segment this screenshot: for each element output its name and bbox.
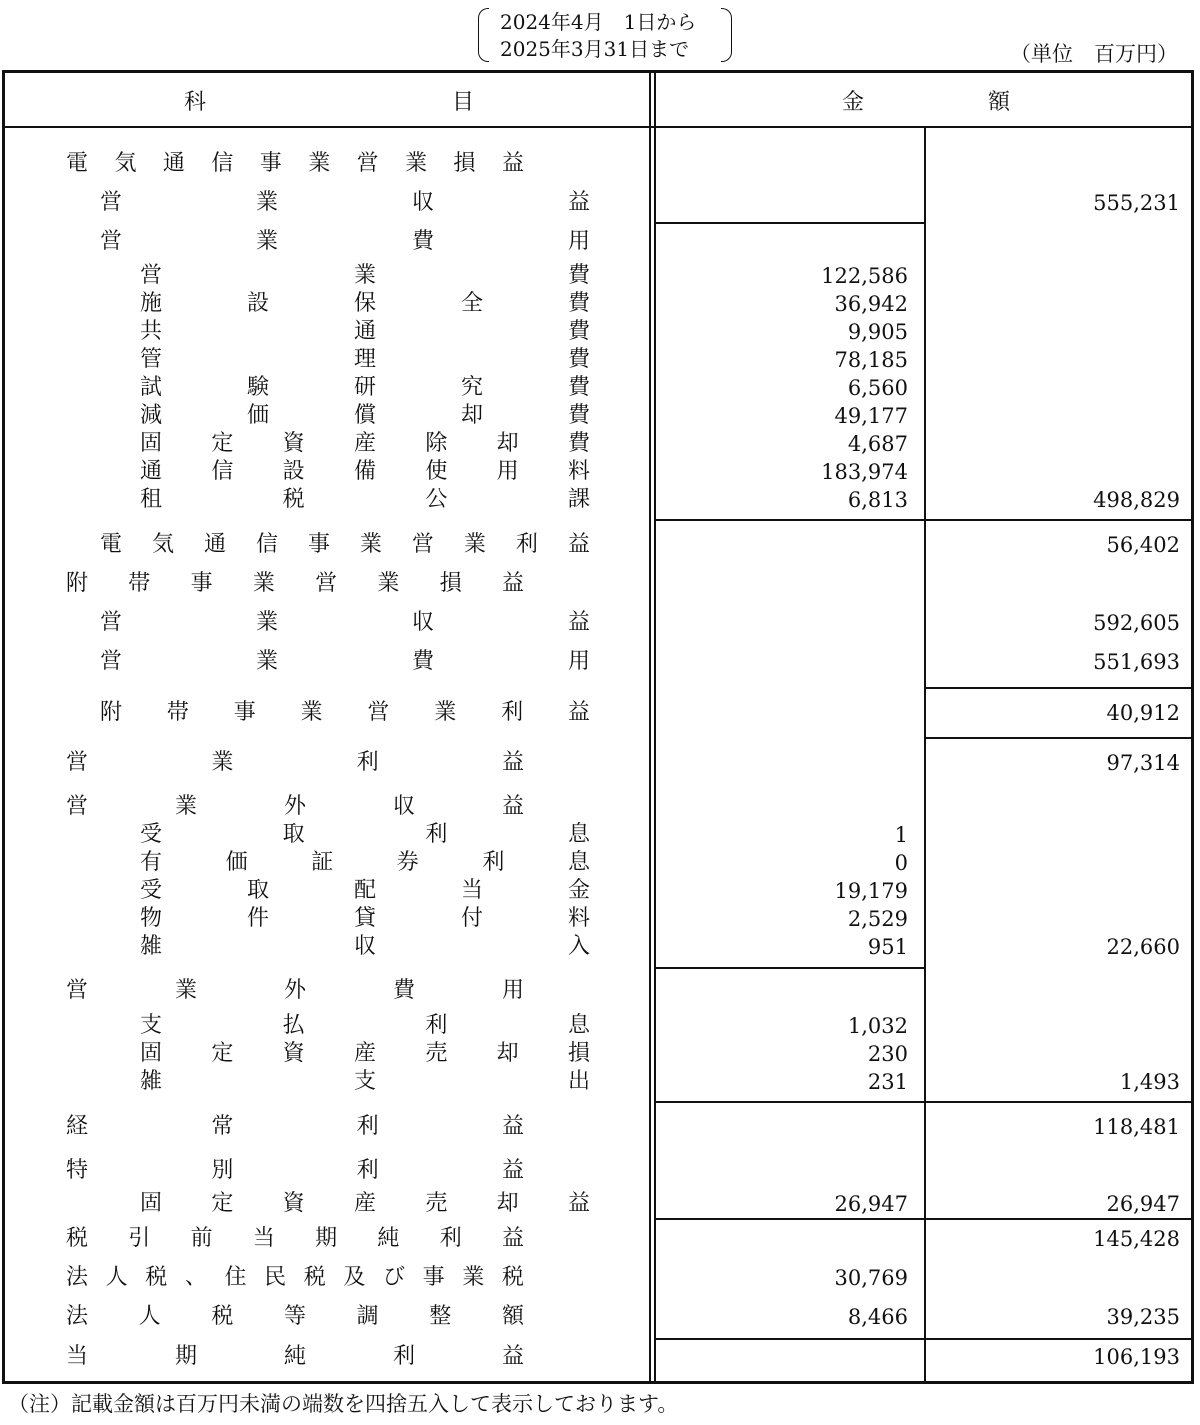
row-label: 営 業 費 用	[100, 649, 590, 674]
row-label: 附 帯 事 業 営 業 損 益	[66, 571, 524, 596]
row-label: 物 件 貸 付 料	[140, 906, 590, 931]
row-amount-detail: 231	[867, 1070, 908, 1094]
row-label: 営 業 外 収 益	[66, 794, 524, 819]
table-row	[0, 289, 1200, 319]
row-amount-total: 145,428	[1093, 1227, 1180, 1251]
row-amount-detail: 8,466	[847, 1305, 908, 1329]
row-label: 電 気 通 信 事 業 営 業 利 益	[100, 532, 590, 557]
row-label: 固 定 資 産 除 却 費	[140, 431, 590, 456]
table-row	[0, 1156, 1200, 1186]
row-label: 管 理 費	[140, 347, 590, 372]
table-row	[0, 401, 1200, 431]
row-amount-detail: 36,942	[834, 292, 908, 316]
unit-label: （単位 百万円）	[1010, 42, 1178, 66]
row-amount-detail: 6,813	[847, 488, 908, 512]
table-row	[0, 569, 1200, 599]
table-row	[0, 1302, 1200, 1332]
row-label: 営 業 費	[140, 263, 590, 288]
header-rule	[4, 126, 1193, 128]
row-amount-detail: 49,177	[834, 404, 908, 428]
rule-sub-5	[655, 967, 925, 969]
footnote: （注）記載金額は百万円未満の端数を四捨五入して表示しております。	[8, 1392, 679, 1416]
period-start: 2024年4月 1日から	[500, 10, 697, 34]
row-amount-total: 106,193	[1093, 1345, 1180, 1369]
table-row	[0, 698, 1200, 728]
rule-sub-3	[926, 687, 1193, 689]
row-amount-detail: 4,687	[847, 432, 908, 456]
row-label: 試 験 研 究 費	[140, 375, 590, 400]
header-amount-right: 額	[988, 90, 1011, 115]
left-bracket	[478, 8, 489, 62]
row-label: 附 帯 事 業 営 業 利 益	[100, 700, 590, 725]
row-label: 租 税 公 課	[140, 487, 590, 512]
table-row	[0, 932, 1200, 962]
table-row	[0, 345, 1200, 375]
table-row	[0, 373, 1200, 403]
row-amount-total: 498,829	[1093, 488, 1180, 512]
row-label: 法 人 税 、 住 民 税 及 び 事 業 税	[66, 1265, 524, 1290]
row-label: 雑 収 入	[140, 934, 590, 959]
row-label: 法 人 税 等 調 整 額	[66, 1304, 524, 1329]
table-row	[0, 188, 1200, 218]
row-label: 支 払 利 息	[140, 1013, 590, 1038]
row-amount-detail: 9,905	[847, 320, 908, 344]
table-row	[0, 530, 1200, 560]
row-label: 固 定 資 産 売 却 損	[140, 1041, 590, 1066]
row-amount-total: 592,605	[1093, 611, 1180, 635]
row-amount-total: 97,314	[1106, 751, 1180, 775]
row-label: 税 引 前 当 期 純 利 益	[66, 1226, 524, 1251]
row-amount-total: 56,402	[1106, 533, 1180, 557]
table-row	[0, 1039, 1200, 1069]
row-amount-detail: 183,974	[821, 460, 908, 484]
period-end: 2025年3月31日まで	[500, 37, 690, 61]
table-row	[0, 149, 1200, 179]
row-label: 電 気 通 信 事 業 営 業 損 益	[66, 151, 524, 176]
table-row	[0, 1189, 1200, 1219]
row-amount-total: 39,235	[1106, 1305, 1180, 1329]
rule-sub-8	[655, 1338, 1193, 1340]
header-amount-left: 金	[842, 90, 865, 115]
row-label: 受 取 利 息	[140, 822, 590, 847]
row-label: 営 業 外 費 用	[66, 978, 524, 1003]
row-amount-total: 555,231	[1093, 191, 1180, 215]
table-row	[0, 1112, 1200, 1142]
row-label: 当 期 純 利 益	[66, 1344, 524, 1369]
row-amount-total: 26,947	[1106, 1192, 1180, 1216]
row-label: 営 業 収 益	[100, 190, 590, 215]
row-amount-detail: 0	[894, 851, 908, 875]
row-label: 固 定 資 産 売 却 益	[140, 1191, 590, 1216]
table-row	[0, 608, 1200, 638]
header-item-right: 目	[452, 90, 475, 115]
row-label: 有 価 証 券 利 息	[140, 850, 590, 875]
right-bracket	[721, 8, 732, 62]
row-amount-detail: 6,560	[847, 376, 908, 400]
row-amount-detail: 78,185	[834, 348, 908, 372]
row-amount-total: 1,493	[1119, 1070, 1180, 1094]
rule-sub-1	[655, 222, 925, 224]
row-amount-detail: 1,032	[847, 1014, 908, 1038]
table-row	[0, 848, 1200, 878]
table-row	[0, 317, 1200, 347]
table-row	[0, 1011, 1200, 1041]
rule-sub-2	[655, 519, 1193, 521]
table-row	[0, 904, 1200, 934]
row-label: 雑 支 出	[140, 1069, 590, 1094]
row-amount-detail: 1	[894, 823, 908, 847]
row-amount-detail: 26,947	[834, 1192, 908, 1216]
table-row	[0, 1067, 1200, 1097]
table-row	[0, 1224, 1200, 1254]
period-range	[478, 6, 732, 62]
row-amount-detail: 122,586	[821, 264, 908, 288]
table-row	[0, 820, 1200, 850]
header-item-left: 科	[184, 90, 207, 115]
row-label: 受 取 配 当 金	[140, 878, 590, 903]
rule-sub-6	[655, 1101, 1193, 1103]
table-row	[0, 976, 1200, 1006]
table-row	[0, 792, 1200, 822]
row-label: 特 別 利 益	[66, 1158, 524, 1183]
row-label: 営 業 収 益	[100, 610, 590, 635]
row-amount-total: 551,693	[1093, 650, 1180, 674]
row-label: 共 通 費	[140, 319, 590, 344]
table-row	[0, 429, 1200, 459]
rule-sub-4	[926, 737, 1193, 739]
table-row	[0, 457, 1200, 487]
row-label: 経 常 利 益	[66, 1114, 524, 1139]
row-amount-total: 118,481	[1093, 1115, 1180, 1139]
table-row	[0, 1342, 1200, 1372]
table-row	[0, 261, 1200, 291]
table-row	[0, 227, 1200, 257]
row-amount-detail: 19,179	[834, 879, 908, 903]
row-label: 通 信 設 備 使 用 料	[140, 459, 590, 484]
row-amount-total: 40,912	[1106, 701, 1180, 725]
row-amount-detail: 951	[867, 935, 908, 959]
table-row	[0, 485, 1200, 515]
table-row	[0, 876, 1200, 906]
row-amount-detail: 230	[867, 1042, 908, 1066]
row-label: 営 業 費 用	[100, 229, 590, 254]
table-row	[0, 647, 1200, 677]
row-label: 減 価 償 却 費	[140, 403, 590, 428]
row-label: 施 設 保 全 費	[140, 291, 590, 316]
row-amount-detail: 2,529	[847, 907, 908, 931]
row-amount-detail: 30,769	[834, 1266, 908, 1290]
table-row	[0, 748, 1200, 778]
row-label: 営 業 利 益	[66, 750, 524, 775]
table-row	[0, 1263, 1200, 1293]
row-amount-total: 22,660	[1106, 935, 1180, 959]
